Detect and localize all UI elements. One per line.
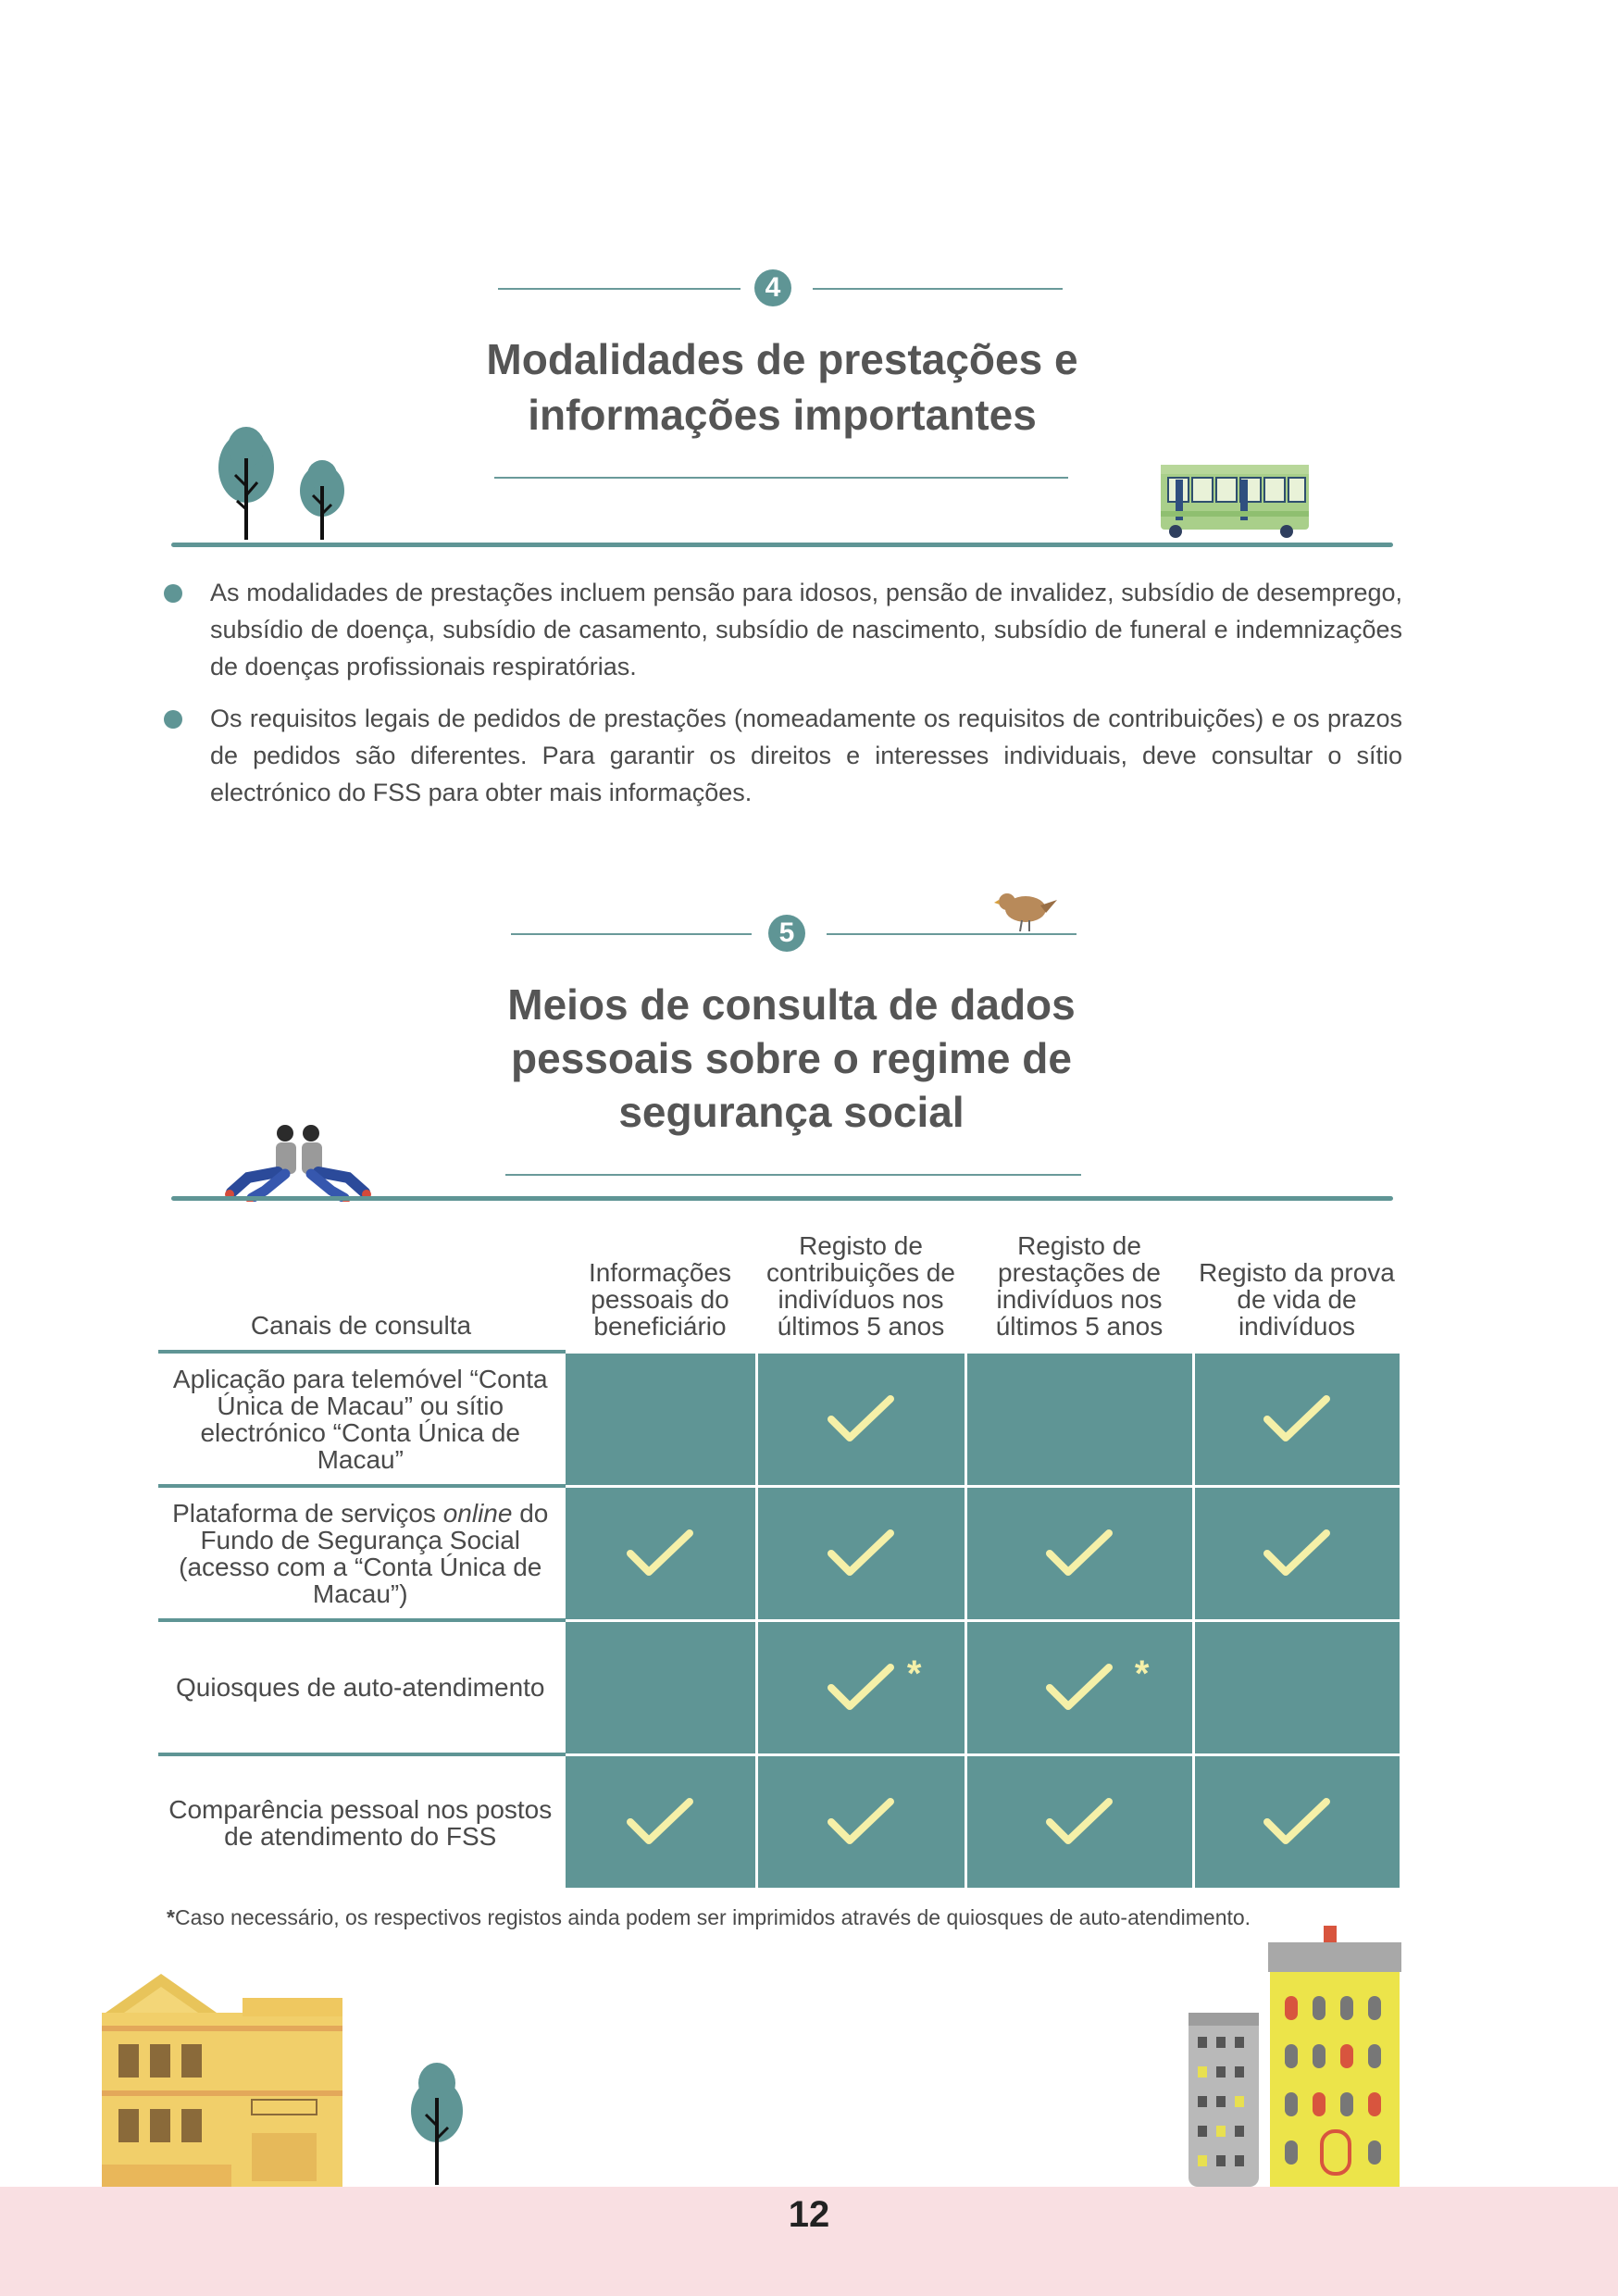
table-cell	[965, 1620, 1193, 1754]
section5-title-line3: segurança social	[618, 1088, 965, 1136]
bullet-text: As modalidades de prestações incluem pensão para idosos, pensão de invalidez, subsídio de desemprego, subsídio de doença, subsídio de casamento, subsídio de nascimento, subsídio de funeral e indemnizações de doenças profissionais respiratórias.	[210, 579, 1402, 680]
check-icon	[826, 1794, 896, 1850]
bullet-item	[162, 700, 1402, 811]
footnote	[167, 1905, 1251, 1930]
row-label: Aplicação para telemóvel “Conta Única de Macau” ou sítio electrónico “Conta Única de Macau”	[158, 1352, 564, 1486]
row-label: Comparência pessoal nos postos de atendimento do FSS	[158, 1754, 564, 1889]
page-number: 12	[788, 2194, 830, 2235]
table-row	[158, 1620, 1400, 1754]
check-icon	[1044, 1794, 1114, 1850]
check-icon	[1262, 1391, 1332, 1447]
check-icon	[826, 1660, 896, 1716]
table-row	[158, 1352, 1400, 1486]
row-label-part: do Fundo de Segurança Social (acesso com a “Conta Única de Macau”)	[179, 1498, 549, 1608]
table-cell	[1193, 1620, 1400, 1754]
row-label: Quiosques de auto-atendimento	[158, 1620, 564, 1754]
table-cell	[1193, 1352, 1400, 1486]
ground-line-top	[171, 543, 1393, 547]
header-channel: Canais de consulta	[250, 1311, 472, 1340]
section4-number: 4	[754, 269, 791, 306]
section4-title	[370, 331, 1194, 443]
section4-title-line1: Modalidades de prestações e	[486, 335, 1078, 383]
yellow-building-illustration	[96, 1970, 344, 2189]
header-col-proof-of-life: Registo da prova de vida de indivíduos	[1199, 1257, 1395, 1341]
check-icon	[1044, 1526, 1114, 1581]
check-icon	[1262, 1526, 1332, 1581]
header-col-benefits: Registo de prestações de indivíduos nos últimos 5 anos	[995, 1230, 1164, 1341]
table-row	[158, 1754, 1400, 1889]
section5-title-underline	[505, 1174, 1081, 1176]
section4-rule-right	[813, 288, 1063, 290]
check-icon	[1262, 1794, 1332, 1850]
check-icon	[826, 1526, 896, 1581]
row-label-italic: online	[442, 1498, 513, 1528]
table-cell	[756, 1754, 965, 1889]
section5-number: 5	[768, 915, 805, 952]
table-cell	[756, 1486, 965, 1620]
section4-title-underline	[494, 477, 1068, 479]
check-icon	[1044, 1660, 1114, 1716]
section5-title	[389, 978, 1194, 1139]
row-label	[158, 1486, 564, 1620]
section5-rule-right	[827, 933, 1077, 935]
footnote-star: *	[167, 1905, 175, 1929]
table-cell	[1193, 1486, 1400, 1620]
row-label-part: Plataforma de serviços	[172, 1498, 443, 1528]
table-cell	[1193, 1754, 1400, 1889]
bus-illustration	[1159, 461, 1313, 543]
table-cell	[564, 1486, 756, 1620]
table-row	[158, 1486, 1400, 1620]
asterisk-mark: *	[1134, 1653, 1150, 1694]
section4-rule-left	[498, 288, 741, 290]
section5-title-line1: Meios de consulta de dados	[507, 980, 1076, 1029]
section4-title-line2: informações importantes	[528, 391, 1037, 439]
asterisk-mark: *	[906, 1653, 922, 1694]
bullet-text: Os requisitos legais de pedidos de prestações (nomeadamente os requisitos de contribuições) e os prazos de pedidos são diferentes. Para garantir os direitos e interesses individuais, deve consultar o sítio electrónico do FSS para obter mais informações.	[210, 705, 1402, 806]
footnote-text: Caso necessário, os respectivos registos ainda podem ser imprimidos através de quiosques de auto-atendimento.	[174, 1905, 1251, 1929]
bullet-dot	[164, 584, 182, 603]
check-icon	[826, 1391, 896, 1447]
section4-bullet-list	[162, 574, 1402, 826]
check-icon	[625, 1526, 695, 1581]
table-cell	[564, 1352, 756, 1486]
people-illustration	[220, 1120, 378, 1202]
tree-illustration-bottom	[407, 2061, 467, 2187]
table-cell	[756, 1352, 965, 1486]
buildings-illustration-right	[1185, 1922, 1403, 2189]
section5-rule-left	[511, 933, 752, 935]
bullet-dot	[164, 710, 182, 729]
table-cell	[564, 1754, 756, 1889]
table-cell	[965, 1754, 1193, 1889]
bird-illustration	[994, 887, 1059, 933]
consultation-table	[158, 1213, 1402, 1890]
table-cell	[965, 1352, 1193, 1486]
ground-line-middle	[171, 1196, 1393, 1201]
table-cell	[756, 1620, 965, 1754]
table-cell	[965, 1486, 1193, 1620]
table-cell	[564, 1620, 756, 1754]
header-col-personal-info: Informações pessoais do beneficiário	[588, 1257, 732, 1341]
check-icon	[625, 1794, 695, 1850]
trees-illustration	[211, 421, 359, 542]
bullet-item	[162, 574, 1402, 685]
header-col-contributions: Registo de contribuições de indivíduos nos últimos 5 anos	[766, 1230, 955, 1341]
section5-title-line2: pessoais sobre o regime de	[511, 1034, 1072, 1082]
